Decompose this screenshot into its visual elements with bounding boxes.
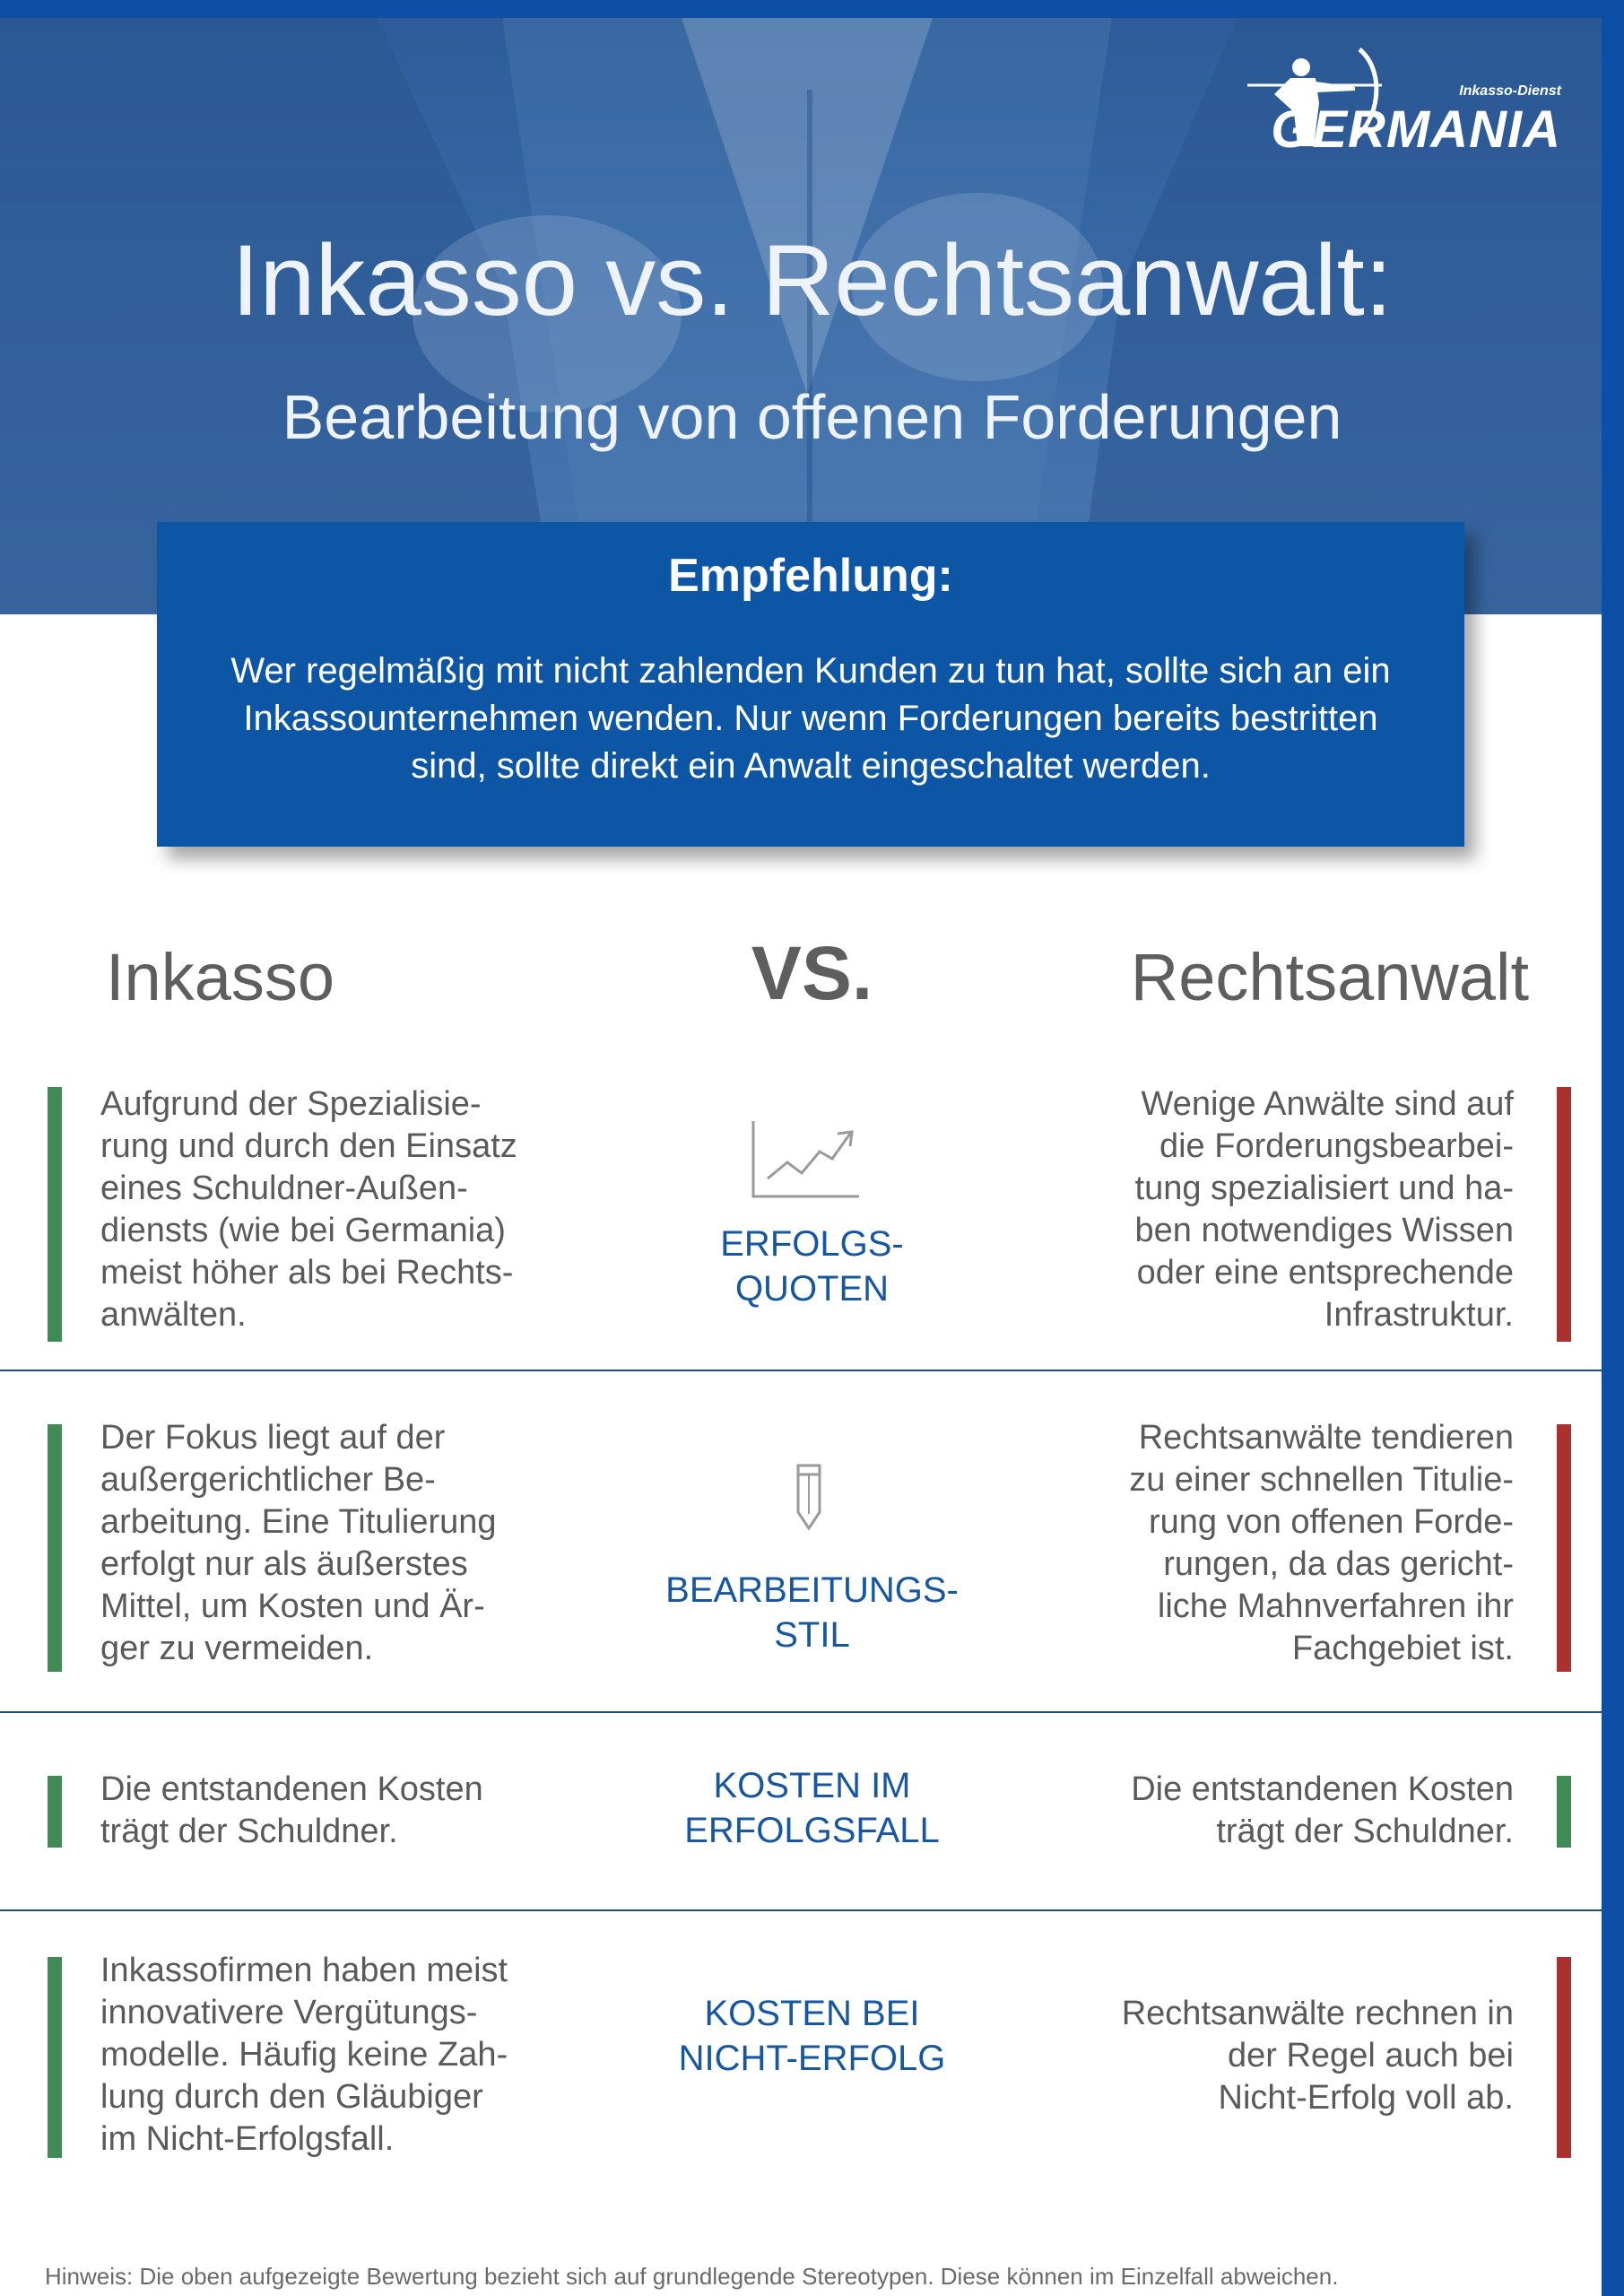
category-label: BEARBEITUNGS- STIL [665, 1570, 959, 1655]
top-border [0, 0, 1624, 18]
recommendation-title: Empfehlung: [668, 550, 953, 602]
heading-rechtsanwalt: Rechtsanwalt [1130, 940, 1529, 1014]
recommendation-box [157, 522, 1464, 847]
chart-up-icon [750, 1119, 863, 1202]
row-text-right: Wenige Anwälte sind auf die Forderungsbearbei- tung spezialisiert und ha- ben notwendiges Wissen oder eine entsprechende Infrastruktur. [1134, 1085, 1514, 1334]
rating-bar-right [1557, 1776, 1571, 1848]
row-divider [0, 1370, 1602, 1371]
pencil-icon [791, 1462, 827, 1532]
row-text-left: Der Fokus liegt auf der außergerichtlicher Be- arbeitung. Eine Titulierung erfolgt nur als äußerstes Mittel, um Kosten und Är- ger zu vermeiden. [100, 1419, 497, 1667]
rating-bar-right [1557, 1424, 1571, 1672]
page-title: Inkasso vs. Rechtsanwalt: [231, 224, 1393, 336]
heading-vs: VS. [751, 931, 873, 1015]
row-divider [0, 1711, 1602, 1713]
row-text-left: Die entstandenen Kosten trägt der Schuldner. [100, 1770, 483, 1850]
row-text-right: Rechtsanwälte tendieren zu einer schnellen Titulie- rung von offenen Forde- rungen, da das gericht- liche Mahnverfahren ihr Fachgebiet ist. [1129, 1419, 1514, 1667]
footnote: Hinweis: Die oben aufgezeigte Bewertung bezieht sich auf grundlegende Stereotypen. Diese können im Einzelfall abweichen. [45, 2263, 1339, 2290]
logo-wordmark: GERMANIA [1271, 100, 1561, 159]
rating-bar-right [1557, 1957, 1571, 2158]
category-label: KOSTEN IM ERFOLGSFALL [684, 1766, 940, 1850]
recommendation-text: Wer regelmäßig mit nicht zahlenden Kunden zu tun hat, sollte sich an ein Inkassounternehmen wenden. Nur wenn Forderungen bereits bestritten sind, sollte direkt ein Anwalt eingeschaltet werden. [230, 651, 1391, 786]
germania-logo [1238, 40, 1561, 157]
right-border [1602, 0, 1624, 2296]
row-text-right: Rechtsanwälte rechnen in der Regel auch bei Nicht-Erfolg voll ab. [1121, 1995, 1514, 2117]
heading-inkasso: Inkasso [106, 940, 335, 1014]
category-label: KOSTEN BEI NICHT-ERFOLG [678, 1994, 946, 2078]
category-label: ERFOLGS- QUOTEN [720, 1224, 904, 1309]
row-text-right: Die entstandenen Kosten trägt der Schuldner. [1131, 1770, 1514, 1850]
rating-bar-right [1557, 1087, 1571, 1342]
page-subtitle: Bearbeitung von offenen Forderungen [282, 382, 1342, 452]
row-text-left: Aufgrund der Spezialisie- rung und durch den Einsatz eines Schuldner-Außen- diensts (wie bei Germania) meist höher als bei Rechts- anwälten. [100, 1085, 517, 1334]
logo-tagline: Inkasso-Dienst [1459, 83, 1561, 99]
row-text-left: Inkassofirmen haben meist innovativere Vergütungs- modelle. Häufig keine Zah- lung durch den Gläubiger im Nicht-Erfolgsfall. [100, 1952, 508, 2158]
row-divider [0, 1909, 1602, 1911]
